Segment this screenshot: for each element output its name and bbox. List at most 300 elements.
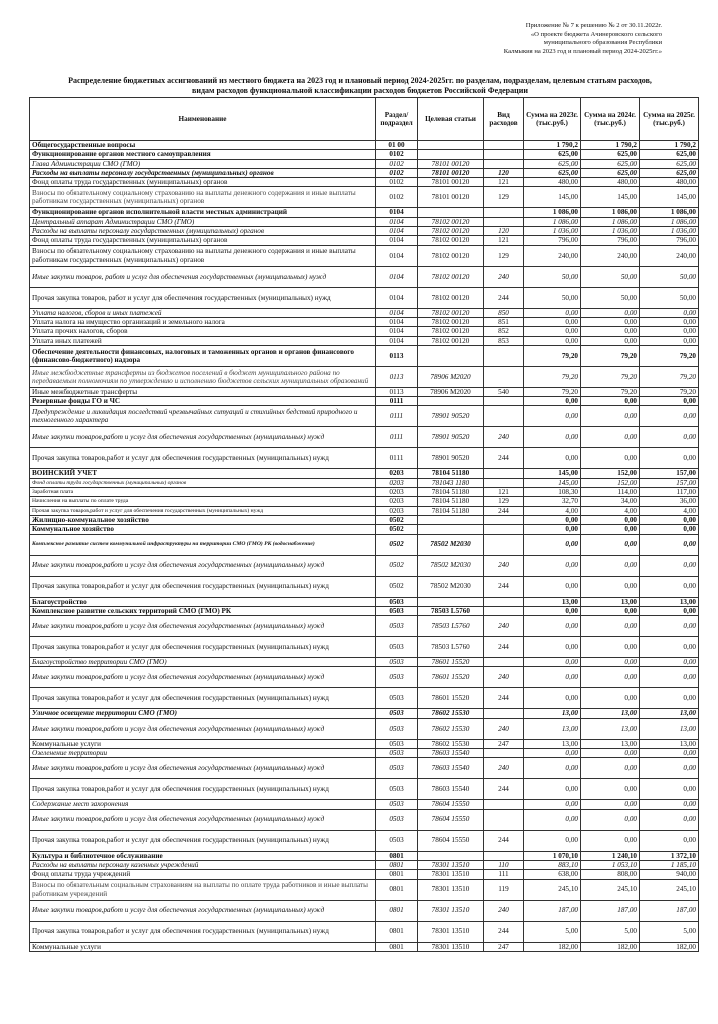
row-target: 78604 15550 xyxy=(418,830,484,851)
row-section: 01 00 xyxy=(376,141,418,150)
row-kind xyxy=(484,345,524,366)
row-target: 78104 51180 xyxy=(418,469,484,478)
row-section: 0203 xyxy=(376,497,418,506)
row-target: 78102 00120 xyxy=(418,308,484,317)
row-sum-2024: 50,00 xyxy=(581,266,640,287)
row-sum-2025: 0,00 xyxy=(640,667,699,688)
row-target xyxy=(418,150,484,159)
row-target: 78603 15540 xyxy=(418,749,484,758)
row-sum-2023: 13,00 xyxy=(524,709,581,718)
table-row xyxy=(30,217,699,226)
table-row xyxy=(30,506,699,515)
row-kind: 240 xyxy=(484,900,524,921)
row-sum-2025: 0,00 xyxy=(640,800,699,809)
row-target: 78602 15530 xyxy=(418,739,484,748)
row-name: Иные межбюджетные трансферты xyxy=(30,387,376,396)
row-sum-2023: 0,00 xyxy=(524,525,581,534)
table-row xyxy=(30,709,699,718)
row-name: Центральный аппарат Администрации СМО (ГМО) xyxy=(30,217,376,226)
table-row xyxy=(30,266,699,287)
table-row xyxy=(30,168,699,177)
row-kind xyxy=(484,159,524,168)
row-kind xyxy=(484,478,524,487)
row-target: 78102 00120 xyxy=(418,336,484,345)
row-name: Содержание мест захоронения xyxy=(30,800,376,809)
row-sum-2024: 13,00 xyxy=(581,597,640,606)
appendix-line: Приложение № 7 к решению № 2 от 30.11.2022г. xyxy=(525,22,662,29)
row-name: Комплексное развитие сельских территорий СМО (ГМО) РК xyxy=(30,606,376,615)
row-sum-2023: 1 070,10 xyxy=(524,851,581,860)
row-sum-2025: 13,00 xyxy=(640,739,699,748)
row-sum-2023: 0,00 xyxy=(524,336,581,345)
row-sum-2025: 0,00 xyxy=(640,779,699,800)
row-section: 0203 xyxy=(376,478,418,487)
row-name: Взносы по обязательному социальному страхованию на выплаты денежного содержания и иные выплаты работникам государственных (муниципальных) органов xyxy=(30,245,376,266)
row-sum-2025: 480,00 xyxy=(640,178,699,187)
row-section: 0503 xyxy=(376,597,418,606)
table-row xyxy=(30,159,699,168)
row-target: 78102 00120 xyxy=(418,266,484,287)
row-sum-2025: 157,00 xyxy=(640,478,699,487)
row-kind: 852 xyxy=(484,327,524,336)
row-sum-2024: 0,00 xyxy=(581,534,640,555)
row-sum-2025: 0,00 xyxy=(640,616,699,637)
row-section: 0801 xyxy=(376,921,418,942)
row-sum-2024: 1 240,10 xyxy=(581,851,640,860)
row-sum-2025: 13,00 xyxy=(640,597,699,606)
row-sum-2024: 13,00 xyxy=(581,709,640,718)
row-sum-2025: 79,20 xyxy=(640,345,699,366)
row-kind xyxy=(484,534,524,555)
header-name: Наименование xyxy=(30,98,376,141)
row-name: Иные межбюджетные трансферты из бюджетов поселений в бюджет муниципального района по передаваемым полномочиям по утверждению и исполнению бюджетов сельских муниципальных образований xyxy=(30,366,376,387)
row-kind xyxy=(484,606,524,615)
row-sum-2023: 0,00 xyxy=(524,397,581,406)
row-target: 78301 13510 xyxy=(418,921,484,942)
row-kind xyxy=(484,709,524,718)
row-sum-2023: 145,00 xyxy=(524,187,581,208)
row-sum-2025: 0,00 xyxy=(640,555,699,576)
row-name: Расходы на выплаты персоналу государственных (муниципальных) органов xyxy=(30,168,376,177)
row-name: Взносы по обязательному социальному страхованию на выплаты денежного содержания и иные выплаты работникам государственных (муниципальных) органов xyxy=(30,187,376,208)
table-row xyxy=(30,469,699,478)
row-section: 0801 xyxy=(376,851,418,860)
table-row xyxy=(30,345,699,366)
row-sum-2024: 0,00 xyxy=(581,576,640,597)
table-row xyxy=(30,397,699,406)
row-sum-2023: 0,00 xyxy=(524,779,581,800)
table-row xyxy=(30,688,699,709)
row-sum-2024: 1 790,2 xyxy=(581,141,640,150)
header-kind: Вид расходов xyxy=(484,98,524,141)
row-sum-2024: 79,20 xyxy=(581,345,640,366)
row-sum-2023: 0,00 xyxy=(524,616,581,637)
row-section: 0102 xyxy=(376,178,418,187)
row-sum-2025: 117,00 xyxy=(640,488,699,497)
row-sum-2023: 145,00 xyxy=(524,469,581,478)
row-sum-2023: 145,00 xyxy=(524,478,581,487)
row-sum-2025: 240,00 xyxy=(640,245,699,266)
row-target: 78301 13510 xyxy=(418,879,484,900)
row-sum-2025: 13,00 xyxy=(640,718,699,739)
row-name: Прочая закупка товаров,работ и услуг для обеспечения государственных (муниципальных) нужд xyxy=(30,921,376,942)
row-sum-2025: 625,00 xyxy=(640,168,699,177)
row-kind xyxy=(484,658,524,667)
row-sum-2025: 187,00 xyxy=(640,900,699,921)
row-kind: 121 xyxy=(484,236,524,245)
row-sum-2023: 13,00 xyxy=(524,597,581,606)
table-row xyxy=(30,606,699,615)
row-sum-2024: 1 053,10 xyxy=(581,860,640,869)
row-name: Комплексное развитие систем коммунальной инфраструктуры на территории СМО (ГМО) РК (водоснабжение) xyxy=(30,534,376,555)
row-sum-2024: 0,00 xyxy=(581,658,640,667)
row-target: 78301 13510 xyxy=(418,900,484,921)
row-name: Прочая закупка товаров,работ и услуг для обеспечения государственных (муниципальных) нужд xyxy=(30,688,376,709)
table-row xyxy=(30,534,699,555)
table-row xyxy=(30,227,699,236)
row-target: 78901 90520 xyxy=(418,427,484,448)
row-target xyxy=(418,515,484,524)
row-section: 0104 xyxy=(376,236,418,245)
row-sum-2025: 145,00 xyxy=(640,187,699,208)
row-section: 0503 xyxy=(376,739,418,748)
row-sum-2023: 32,70 xyxy=(524,497,581,506)
row-sum-2025: 1 036,00 xyxy=(640,227,699,236)
row-sum-2024: 0,00 xyxy=(581,749,640,758)
row-kind: 240 xyxy=(484,555,524,576)
row-sum-2024: 0,00 xyxy=(581,406,640,427)
row-sum-2023: 240,00 xyxy=(524,245,581,266)
row-name: Коммунальные услуги xyxy=(30,739,376,748)
row-kind xyxy=(484,208,524,217)
row-name: Прочая закупка товаров,работ и услуг для обеспечения государственных (муниципальных) нужд xyxy=(30,779,376,800)
row-section: 0801 xyxy=(376,879,418,900)
row-sum-2024: 0,00 xyxy=(581,427,640,448)
row-sum-2023: 883,10 xyxy=(524,860,581,869)
row-sum-2025: 0,00 xyxy=(640,448,699,469)
row-sum-2025: 5,00 xyxy=(640,921,699,942)
row-kind xyxy=(484,397,524,406)
row-sum-2025: 0,00 xyxy=(640,749,699,758)
row-kind: 540 xyxy=(484,387,524,396)
row-name: Обеспечение деятельности финансовых, налоговых и таможенных органов и органов финансового (финансово-бюджетного) надзора xyxy=(30,345,376,366)
row-sum-2024: 0,00 xyxy=(581,555,640,576)
table-row xyxy=(30,921,699,942)
row-name: Глава Администрации СМО (ГМО) xyxy=(30,159,376,168)
row-section: 0503 xyxy=(376,749,418,758)
row-kind: 121 xyxy=(484,178,524,187)
row-sum-2024: 1 036,00 xyxy=(581,227,640,236)
row-sum-2024: 808,00 xyxy=(581,870,640,879)
table-row xyxy=(30,497,699,506)
row-section: 0502 xyxy=(376,534,418,555)
row-sum-2024: 480,00 xyxy=(581,178,640,187)
row-sum-2023: 245,10 xyxy=(524,879,581,900)
row-kind xyxy=(484,597,524,606)
row-section: 0104 xyxy=(376,245,418,266)
table-row xyxy=(30,739,699,748)
row-name: Расходы на выплаты персоналу государственных (муниципальных) органов xyxy=(30,227,376,236)
header-section: Раздел/ подраздел xyxy=(376,98,418,141)
row-sum-2025: 79,20 xyxy=(640,366,699,387)
row-sum-2024: 4,00 xyxy=(581,506,640,515)
row-sum-2025: 0,00 xyxy=(640,397,699,406)
row-sum-2023: 13,00 xyxy=(524,739,581,748)
row-kind xyxy=(484,217,524,226)
row-sum-2023: 0,00 xyxy=(524,749,581,758)
row-target xyxy=(418,345,484,366)
row-name: Фонд оплаты труда учреждений xyxy=(30,870,376,879)
row-section: 0503 xyxy=(376,800,418,809)
row-sum-2025: 0,00 xyxy=(640,427,699,448)
row-section: 0502 xyxy=(376,525,418,534)
row-sum-2024: 0,00 xyxy=(581,800,640,809)
row-kind: 244 xyxy=(484,830,524,851)
row-section: 0801 xyxy=(376,900,418,921)
row-sum-2023: 50,00 xyxy=(524,287,581,308)
row-kind: 244 xyxy=(484,688,524,709)
row-sum-2023: 0,00 xyxy=(524,809,581,830)
row-sum-2025: 4,00 xyxy=(640,506,699,515)
table-header-row xyxy=(30,98,699,141)
appendix-note xyxy=(462,22,662,56)
row-sum-2023: 796,00 xyxy=(524,236,581,245)
table-row xyxy=(30,525,699,534)
row-kind: 121 xyxy=(484,488,524,497)
table-row xyxy=(30,830,699,851)
table-row xyxy=(30,879,699,900)
row-name: Иные закупки товаров,работ и услуг для обеспечения государственных (муниципальных) нужд xyxy=(30,427,376,448)
row-name: Прочая закупка товаров,работ и услуг для обеспечения государственных (муниципальных) нужд xyxy=(30,637,376,658)
row-sum-2025: 245,10 xyxy=(640,879,699,900)
row-kind: 120 xyxy=(484,168,524,177)
row-sum-2024: 625,00 xyxy=(581,159,640,168)
row-name: Фонд оплаты труда государственных (муниципальных) органов xyxy=(30,178,376,187)
row-section: 0113 xyxy=(376,366,418,387)
row-sum-2024: 187,00 xyxy=(581,900,640,921)
row-sum-2024: 0,00 xyxy=(581,336,640,345)
row-target: 78102 00120 xyxy=(418,317,484,326)
row-kind: 244 xyxy=(484,921,524,942)
row-target: 78602 15530 xyxy=(418,718,484,739)
row-kind: 244 xyxy=(484,287,524,308)
table-row xyxy=(30,387,699,396)
row-kind: 244 xyxy=(484,506,524,515)
row-sum-2023: 0,00 xyxy=(524,448,581,469)
row-sum-2024: 0,00 xyxy=(581,758,640,779)
table-row xyxy=(30,800,699,809)
row-sum-2025: 157,00 xyxy=(640,469,699,478)
appendix-line: Калмыкия на 2023 год и плановый период 2024-2025гг.» xyxy=(503,47,662,55)
row-target: 78601 15520 xyxy=(418,688,484,709)
table-row xyxy=(30,718,699,739)
row-kind: 240 xyxy=(484,266,524,287)
row-kind xyxy=(484,406,524,427)
row-sum-2024: 796,00 xyxy=(581,236,640,245)
row-sum-2023: 0,00 xyxy=(524,688,581,709)
row-kind: 119 xyxy=(484,879,524,900)
row-target: 78102 00120 xyxy=(418,217,484,226)
table-row xyxy=(30,150,699,159)
row-sum-2023: 79,20 xyxy=(524,366,581,387)
row-section: 0111 xyxy=(376,406,418,427)
table-row xyxy=(30,317,699,326)
row-sum-2025: 0,00 xyxy=(640,317,699,326)
row-sum-2023: 0,00 xyxy=(524,308,581,317)
table-row xyxy=(30,658,699,667)
row-section: 0503 xyxy=(376,809,418,830)
row-name: Коммунальное хозяйство xyxy=(30,525,376,534)
row-sum-2025: 0,00 xyxy=(640,658,699,667)
row-sum-2025: 1 086,00 xyxy=(640,208,699,217)
table-row xyxy=(30,427,699,448)
row-name: Прочая закупка товаров,работ и услуг для обеспечения государственных (муниципальных) нужд xyxy=(30,576,376,597)
row-kind xyxy=(484,749,524,758)
row-sum-2025: 0,00 xyxy=(640,606,699,615)
table-row xyxy=(30,187,699,208)
row-sum-2024: 0,00 xyxy=(581,606,640,615)
table-row xyxy=(30,308,699,317)
row-sum-2025: 625,00 xyxy=(640,159,699,168)
row-kind: 244 xyxy=(484,779,524,800)
row-section: 0104 xyxy=(376,308,418,317)
row-sum-2025: 79,20 xyxy=(640,387,699,396)
row-section: 0113 xyxy=(376,387,418,396)
appendix-line: муниципального образования Республики xyxy=(543,39,662,47)
row-section: 0102 xyxy=(376,150,418,159)
row-sum-2023: 625,00 xyxy=(524,168,581,177)
row-sum-2023: 0,00 xyxy=(524,515,581,524)
row-name: Иные закупки товаров,работ и услуг для обеспечения государственных (муниципальных) нужд xyxy=(30,718,376,739)
row-sum-2024: 0,00 xyxy=(581,779,640,800)
row-kind xyxy=(484,809,524,830)
row-section: 0801 xyxy=(376,942,418,951)
row-sum-2025: 796,00 xyxy=(640,236,699,245)
table-row xyxy=(30,515,699,524)
header-2025: Сумма на 2025г. (тыс.руб.) xyxy=(640,98,699,141)
row-target: 78502 М2030 xyxy=(418,576,484,597)
table-row xyxy=(30,555,699,576)
row-kind: 240 xyxy=(484,718,524,739)
row-name: Иные закупки товаров,работ и услуг для обеспечения государственных (муниципальных) нужд xyxy=(30,809,376,830)
row-kind: 853 xyxy=(484,336,524,345)
row-sum-2023: 79,20 xyxy=(524,345,581,366)
row-name: Уплата налога на имущество организаций и земельного налога xyxy=(30,317,376,326)
row-section: 0104 xyxy=(376,317,418,326)
row-target: 78102 00120 xyxy=(418,236,484,245)
row-target xyxy=(418,597,484,606)
row-kind: 111 xyxy=(484,870,524,879)
row-section: 0113 xyxy=(376,345,418,366)
row-sum-2024: 0,00 xyxy=(581,397,640,406)
row-name: Общегосударственные вопросы xyxy=(30,141,376,150)
row-target: 78104 51180 xyxy=(418,497,484,506)
row-sum-2024: 245,10 xyxy=(581,879,640,900)
row-sum-2024: 1 086,00 xyxy=(581,217,640,226)
row-target: 78603 15540 xyxy=(418,758,484,779)
row-sum-2023: 0,00 xyxy=(524,758,581,779)
row-sum-2025: 0,00 xyxy=(640,515,699,524)
row-target: 781043 1180 xyxy=(418,478,484,487)
table-row xyxy=(30,637,699,658)
row-sum-2024: 0,00 xyxy=(581,515,640,524)
row-sum-2024: 1 086,00 xyxy=(581,208,640,217)
row-sum-2023: 638,00 xyxy=(524,870,581,879)
row-sum-2025: 13,00 xyxy=(640,709,699,718)
row-target: 78104 51180 xyxy=(418,488,484,497)
row-sum-2023: 1 036,00 xyxy=(524,227,581,236)
row-target: 78102 00120 xyxy=(418,245,484,266)
row-sum-2023: 182,00 xyxy=(524,942,581,951)
row-section: 0104 xyxy=(376,217,418,226)
table-row xyxy=(30,245,699,266)
row-sum-2024: 79,20 xyxy=(581,366,640,387)
row-section: 0503 xyxy=(376,637,418,658)
table-row xyxy=(30,667,699,688)
table-row xyxy=(30,870,699,879)
row-sum-2023: 0,00 xyxy=(524,667,581,688)
row-sum-2025: 1 372,10 xyxy=(640,851,699,860)
table-row xyxy=(30,779,699,800)
row-sum-2023: 0,00 xyxy=(524,317,581,326)
appendix-line: «О проекте бюджета Ачинеровского сельского xyxy=(530,30,662,38)
row-kind: 240 xyxy=(484,427,524,448)
row-target: 78901 90520 xyxy=(418,448,484,469)
row-section: 0503 xyxy=(376,688,418,709)
row-sum-2025: 625,00 xyxy=(640,150,699,159)
row-target: 78301 13510 xyxy=(418,870,484,879)
row-sum-2023: 0,00 xyxy=(524,658,581,667)
budget-table xyxy=(29,97,699,952)
row-kind: 247 xyxy=(484,942,524,951)
row-target: 78502 М2030 xyxy=(418,534,484,555)
row-sum-2023: 0,00 xyxy=(524,555,581,576)
row-kind xyxy=(484,851,524,860)
row-kind: 240 xyxy=(484,616,524,637)
row-sum-2024: 0,00 xyxy=(581,809,640,830)
row-sum-2023: 187,00 xyxy=(524,900,581,921)
row-name: Прочая закупка товаров,работ и услуг для обеспечения государственных (муниципальных) нужд xyxy=(30,448,376,469)
row-sum-2024: 0,00 xyxy=(581,448,640,469)
row-target xyxy=(418,397,484,406)
row-name: Иные закупки товаров,работ и услуг для обеспечения государственных (муниципальных) нужд xyxy=(30,555,376,576)
row-sum-2025: 940,00 xyxy=(640,870,699,879)
row-section: 0102 xyxy=(376,159,418,168)
row-section: 0203 xyxy=(376,506,418,515)
row-section: 0502 xyxy=(376,555,418,576)
table-row xyxy=(30,336,699,345)
row-sum-2025: 0,00 xyxy=(640,525,699,534)
row-sum-2024: 0,00 xyxy=(581,688,640,709)
row-target: 78104 51180 xyxy=(418,506,484,515)
row-kind: 129 xyxy=(484,497,524,506)
row-name: Резервные фонды ГО и ЧС xyxy=(30,397,376,406)
row-kind xyxy=(484,800,524,809)
table-row xyxy=(30,178,699,187)
row-target: 78102 00120 xyxy=(418,327,484,336)
row-target: 78503 L5760 xyxy=(418,637,484,658)
row-sum-2023: 0,00 xyxy=(524,327,581,336)
table-body xyxy=(30,141,699,952)
row-name: Расходы на выплаты персоналу казенных учреждений xyxy=(30,860,376,869)
row-section: 0503 xyxy=(376,779,418,800)
table-row xyxy=(30,448,699,469)
row-sum-2024: 0,00 xyxy=(581,308,640,317)
row-kind xyxy=(484,150,524,159)
row-sum-2025: 0,00 xyxy=(640,688,699,709)
row-sum-2024: 0,00 xyxy=(581,637,640,658)
row-kind: 240 xyxy=(484,667,524,688)
